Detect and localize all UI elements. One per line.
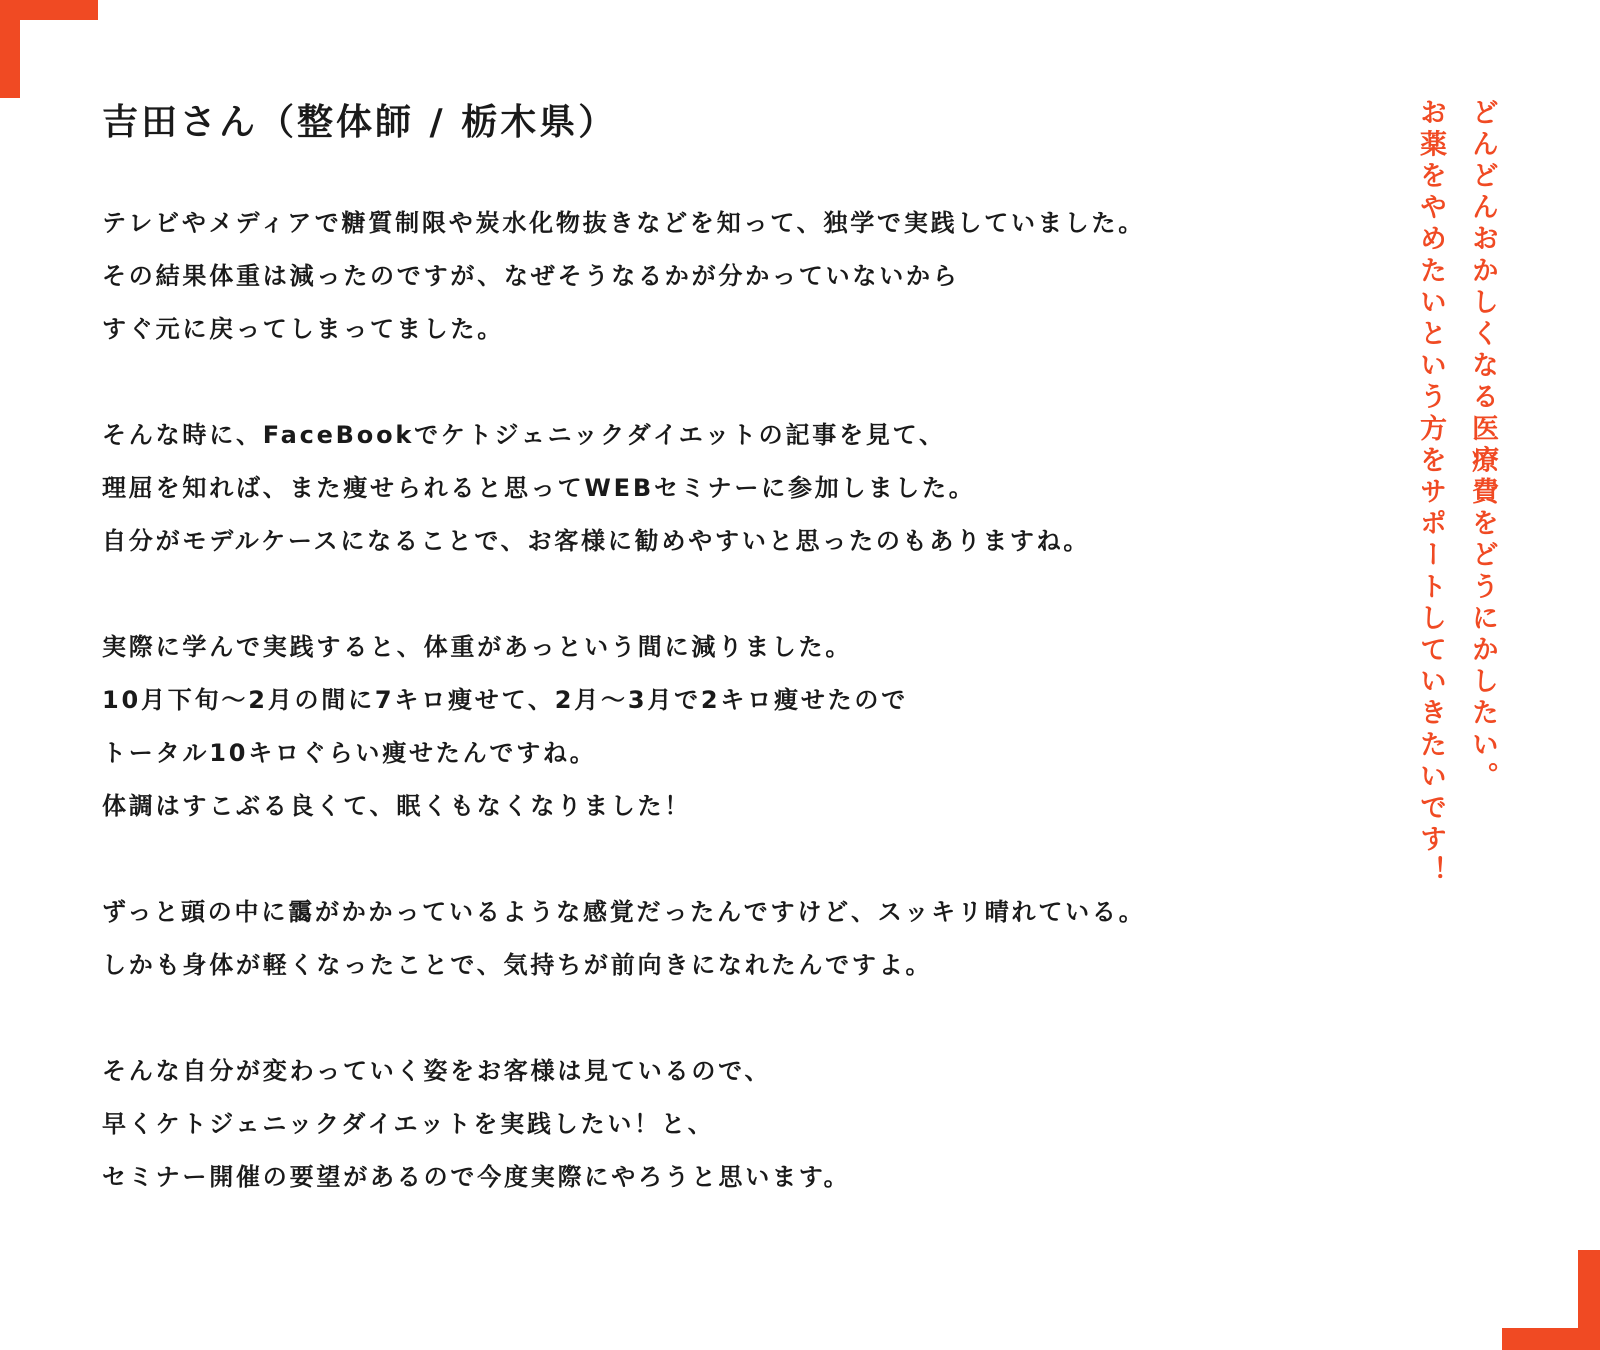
paragraph-line: 10月下旬〜2月の間に7キロ痩せて、2月〜3月で2キロ痩せたので [102, 686, 909, 714]
paragraph-line: 実際に学んで実践すると、体重があっという間に減りました。 [102, 633, 853, 661]
paragraph-line: トータル10キロぐらい痩せたんですね。 [102, 739, 597, 767]
paragraph-line: すぐ元に戻ってしまってました。 [102, 315, 504, 343]
corner-bracket-bottom-right-vertical [1578, 1250, 1600, 1350]
paragraph [102, 409, 1352, 568]
paragraph-line: セミナー開催の要望があるので今度実際にやろうと思います。 [102, 1163, 851, 1191]
vertical-message-line: お薬をやめたいという方をサポートしていきたいです！ [1415, 98, 1446, 888]
paragraph-line: 理屈を知れば、また痩せられると思ってWEBセミナーに参加しました。 [102, 474, 976, 502]
paragraph-line: しかも身体が軽くなったことで、気持ちが前向きになれたんですよ。 [102, 951, 933, 979]
paragraph-line: そんな自分が変わっていく姿をお客様は見ているので、 [102, 1057, 772, 1085]
paragraph [102, 1045, 1352, 1204]
paragraph-line: 自分がモデルケースになることで、お客様に勧めやすいと思ったのもありますね。 [102, 527, 1091, 555]
paragraph-line: そんな時に、FaceBookでケトジェニックダイエットの記事を見て、 [102, 421, 946, 449]
paragraph-line: ずっと頭の中に靄がかかっているような感覚だったんですけど、スッキリ晴れている。 [102, 898, 1146, 926]
paragraph-line: その結果体重は減ったのですが、なぜそうなるかが分かっていないから [102, 262, 960, 290]
paragraph-line: 早くケトジェニックダイエットを実践したい！と、 [102, 1110, 715, 1138]
testimonial-content [102, 96, 1352, 1257]
paragraph [102, 886, 1352, 992]
paragraph [102, 197, 1352, 356]
page-title: 吉田さん（整体師 / 栃木県） [102, 102, 618, 143]
corner-bracket-top-left-vertical [0, 0, 20, 98]
vertical-message-line: どんどんおかしくなる医療費をどうにかしたい。 [1467, 98, 1498, 794]
paragraph [102, 621, 1352, 833]
vertical-message [1404, 98, 1508, 978]
paragraph-line: テレビやメディアで糖質制限や炭水化物抜きなどを知って、独学で実践していました。 [102, 209, 1146, 237]
paragraph-line: 体調はすこぶる良くて、眠くもなくなりました！ [102, 792, 692, 820]
testimonial-body [102, 197, 1352, 1204]
